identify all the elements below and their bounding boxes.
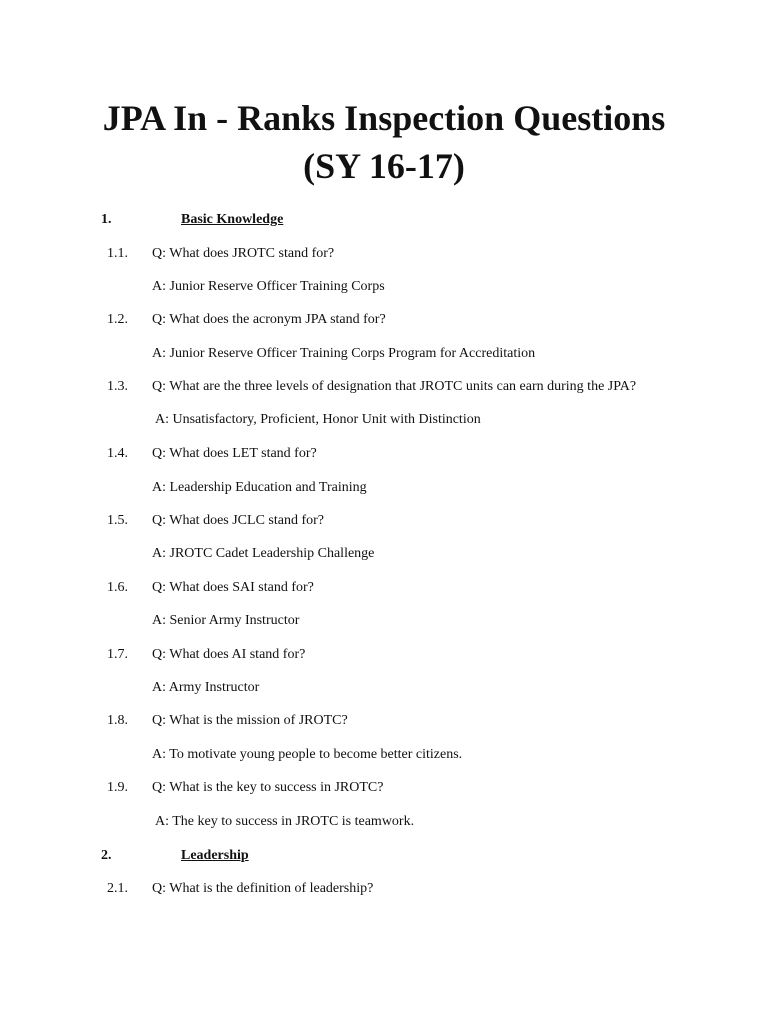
question-text: Q: What are the three levels of designation that JROTC units can earn during the JPA? (152, 379, 637, 394)
question-number: 1.7. (107, 647, 128, 662)
answer-text: A: Army Instructor (152, 680, 260, 695)
question-text: Q: What does JCLC stand for? (152, 513, 324, 528)
answer-text: A: JROTC Cadet Leadership Challenge (152, 546, 375, 561)
question-text: Q: What does JROTC stand for? (152, 246, 335, 261)
answer-text: A: Junior Reserve Officer Training Corps (152, 279, 385, 294)
question-number: 1.8. (107, 713, 128, 728)
question-number: 1.4. (107, 446, 128, 461)
answer-text: A: To motivate young people to become better citizens. (152, 747, 463, 762)
answer-text: A: Unsatisfactory, Proficient, Honor Unit with Distinction (155, 412, 481, 427)
answer-text: A: Junior Reserve Officer Training Corps Program for Accreditation (152, 346, 536, 361)
question-number: 1.6. (107, 580, 128, 595)
question-number: 1.3. (107, 379, 128, 394)
section-heading: Leadership (181, 848, 249, 863)
question-number: 1.9. (107, 780, 128, 795)
answer-text: A: The key to success in JROTC is teamwork. (155, 814, 415, 829)
question-number: 1.1. (107, 246, 128, 261)
question-text: Q: What is the mission of JROTC? (152, 713, 348, 728)
section-number: 1. (101, 212, 112, 227)
answer-text: A: Senior Army Instructor (152, 613, 300, 628)
question-text: Q: What does AI stand for? (152, 647, 306, 662)
question-text: Q: What does SAI stand for? (152, 580, 314, 595)
question-number: 1.5. (107, 513, 128, 528)
question-text: Q: What is the key to success in JROTC? (152, 780, 384, 795)
section-heading: Basic Knowledge (181, 212, 284, 227)
document-title-line-1: JPA In - Ranks Inspection Questions (102, 98, 666, 138)
question-number: 2.1. (107, 881, 128, 896)
section-number: 2. (101, 848, 112, 863)
question-number: 1.2. (107, 312, 128, 327)
answer-text: A: Leadership Education and Training (152, 480, 367, 495)
document-title-line-2: (SY 16-17) (303, 146, 465, 186)
question-text: Q: What does LET stand for? (152, 446, 317, 461)
question-text: Q: What is the definition of leadership? (152, 881, 374, 896)
question-text: Q: What does the acronym JPA stand for? (152, 312, 386, 327)
